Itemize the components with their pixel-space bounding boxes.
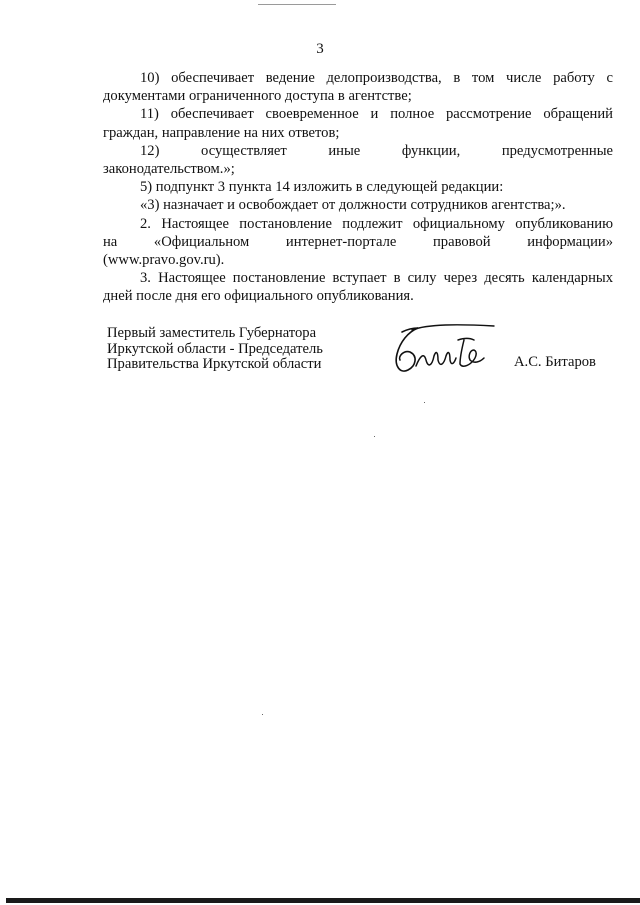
signatory-position-line-2: Иркутской области - Председатель [107,340,323,357]
top-rule [258,4,336,5]
scan-bottom-edge [6,898,640,903]
point-5: 5) подпункт 3 пункта 14 изложить в следующей редакции: [140,179,504,196]
item-12-line-2: законодательством.»; [103,161,235,178]
point-3-line-2: дней после дня его официального опубликования. [103,288,414,305]
item-12-line-1: 12) осуществляет иные функции, предусмотренные [140,142,613,159]
item-11-line-1: 11) обеспечивает своевременное и полное рассмотрение обращений [140,106,613,123]
point-2-line-1: 2. Настоящее постановление подлежит официальному опубликованию [140,215,613,232]
point-2-line-3: (www.pravo.gov.ru). [103,252,225,269]
signatory-position [107,326,323,373]
item-10-line-2: документами ограниченного доступа в агентстве; [103,88,412,105]
scan-speck [374,436,375,437]
item-11-line-2: граждан, направление на них ответов; [103,124,340,141]
item-10-line-1: 10) обеспечивает ведение делопроизводства, в том числе работу с [140,70,613,86]
scan-speck [424,402,425,403]
point-3-line-1: 3. Настоящее постановление вступает в силу через десять календарных [140,270,613,287]
point-2-line-2: на «Официальном интернет-портале правовой информации» [103,233,613,250]
signatory-name: А.С. Битаров [514,354,596,370]
handwritten-signature [388,322,506,378]
document-body [103,69,613,306]
signatory-position-line-3: Правительства Иркутской области [107,356,322,372]
signatory-position-line-1: Первый заместитель Губернатора [107,325,317,341]
scan-speck [262,714,263,715]
point-5-text: «3) назначает и освобождает от должности сотрудников агентства;». [140,197,566,214]
page-number: 3 [316,41,324,57]
